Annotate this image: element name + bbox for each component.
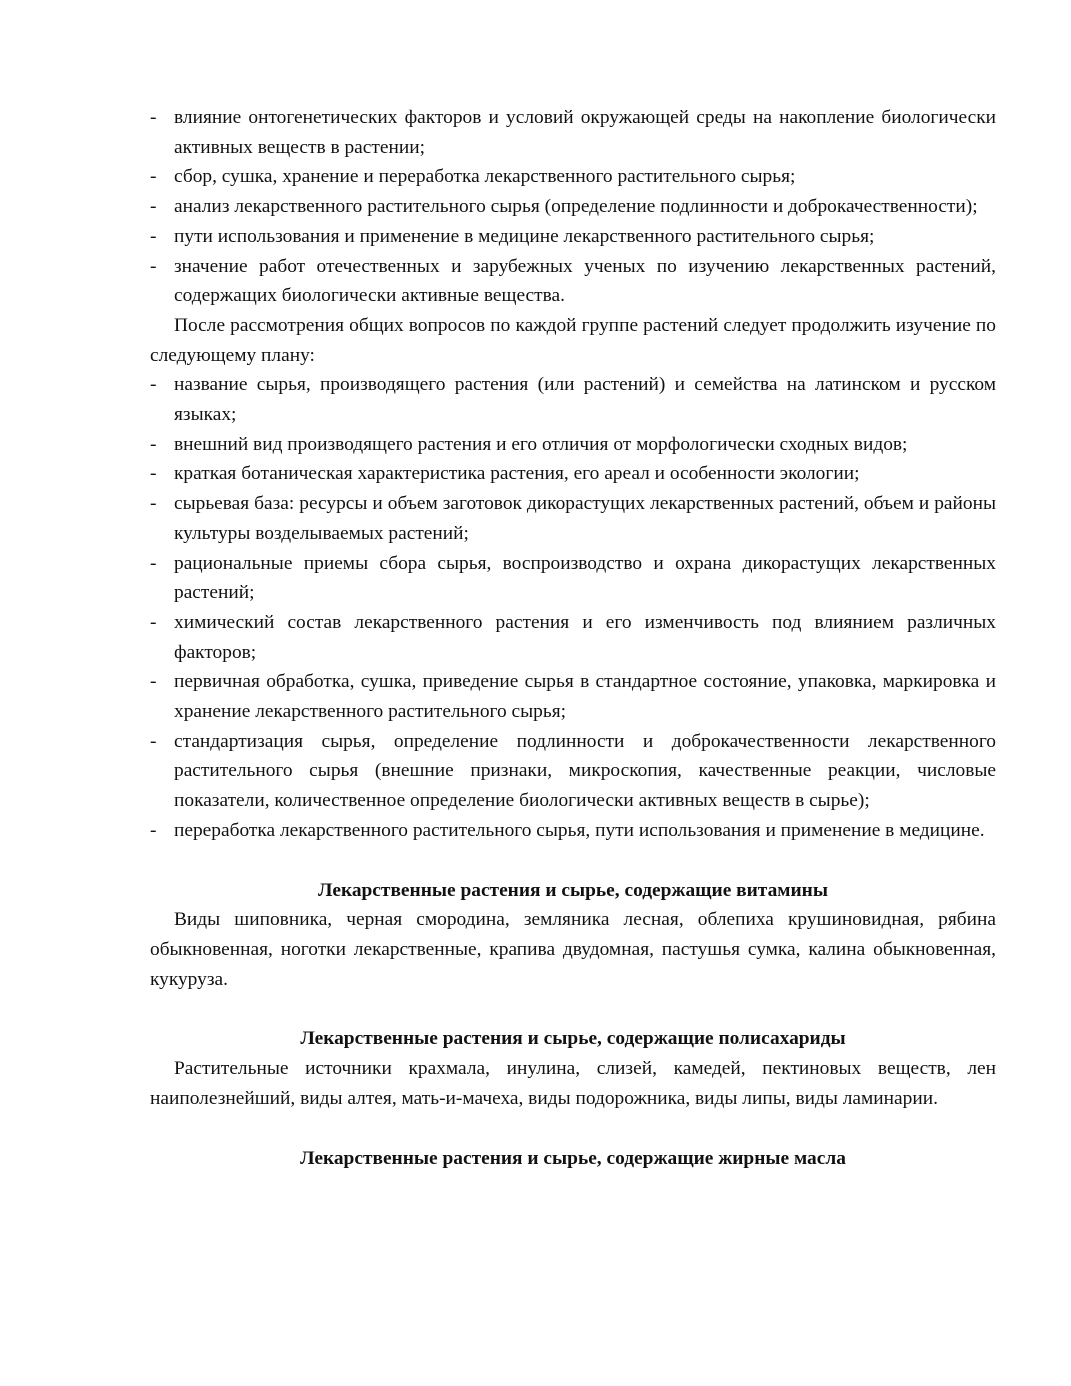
list-item: - переработка лекарственного растительного сырья, пути использования и применение в медицине. — [150, 816, 996, 846]
list-item: - первичная обработка, сушка, приведение сырья в стандартное состояние, упаковка, маркировка и хранение лекарственного растительного сырья; — [150, 667, 996, 726]
intro-paragraph: После рассмотрения общих вопросов по каждой группе растений следует продолжить изучение по следующему плану: — [150, 314, 996, 366]
list-item: - название сырья, производящего растения (или растений) и семейства на латинском и русском языках; — [150, 370, 996, 429]
list-item: - влияние онтогенетических факторов и условий окружающей среды на накопление биологически активных веществ в растении; — [150, 103, 996, 162]
section-heading-polysaccharides: Лекарственные растения и сырье, содержащие полисахариды — [300, 1028, 846, 1050]
spacer — [150, 994, 996, 1024]
section-heading-vitamins: Лекарственные растения и сырье, содержащие витамины — [318, 879, 828, 901]
list-item: - значение работ отечественных и зарубежных ученых по изучению лекарственных растений, содержащих биологически активные вещества. — [150, 252, 996, 311]
spacer — [150, 846, 996, 876]
list-item: - анализ лекарственного растительного сырья (определение подлинности и доброкачественности); — [150, 192, 996, 222]
spacer — [150, 1114, 996, 1144]
list-item: - стандартизация сырья, определение подлинности и доброкачественности лекарственного растительного сырья (внешние признаки, микроскопия, качественные реакции, числовые показатели, количественное определение биологически активных веществ в сырье); — [150, 727, 996, 816]
section-heading-fatty-oils: Лекарственные растения и сырье, содержащие жирные масла — [300, 1147, 846, 1169]
list-item: - сбор, сушка, хранение и переработка лекарственного растительного сырья; — [150, 162, 996, 192]
list-item: - пути использования и применение в медицине лекарственного растительного сырья; — [150, 222, 996, 252]
list-item: - краткая ботаническая характеристика растения, его ареал и особенности экологии; — [150, 459, 996, 489]
list-item: - сырьевая база: ресурсы и объем заготовок дикорастущих лекарственных растений, объем и районы культуры возделываемых растений; — [150, 489, 996, 548]
list-item: - внешний вид производящего растения и его отличия от морфологически сходных видов; — [150, 430, 996, 460]
section-text-polysaccharides: Растительные источники крахмала, инулина, слизей, камедей, пектиновых веществ, лен наиполезнейший, виды алтея, мать-и-мачеха, виды подорожника, виды липы, виды ламинарии. — [150, 1058, 996, 1109]
study-plan-list — [150, 370, 996, 845]
document-page — [150, 103, 996, 1173]
list-item: - рациональные приемы сбора сырья, воспроизводство и охрана дикорастущих лекарственных растений; — [150, 549, 996, 608]
list-item: - химический состав лекарственного растения и его изменчивость под влиянием различных факторов; — [150, 608, 996, 667]
section-text-vitamins: Виды шиповника, черная смородина, земляника лесная, облепиха крушиновидная, рябина обыкновенная, ноготки лекарственные, крапива двудомная, пастушья сумка, калина обыкновенная, кукуруза. — [150, 909, 996, 990]
general-topics-list — [150, 103, 996, 311]
